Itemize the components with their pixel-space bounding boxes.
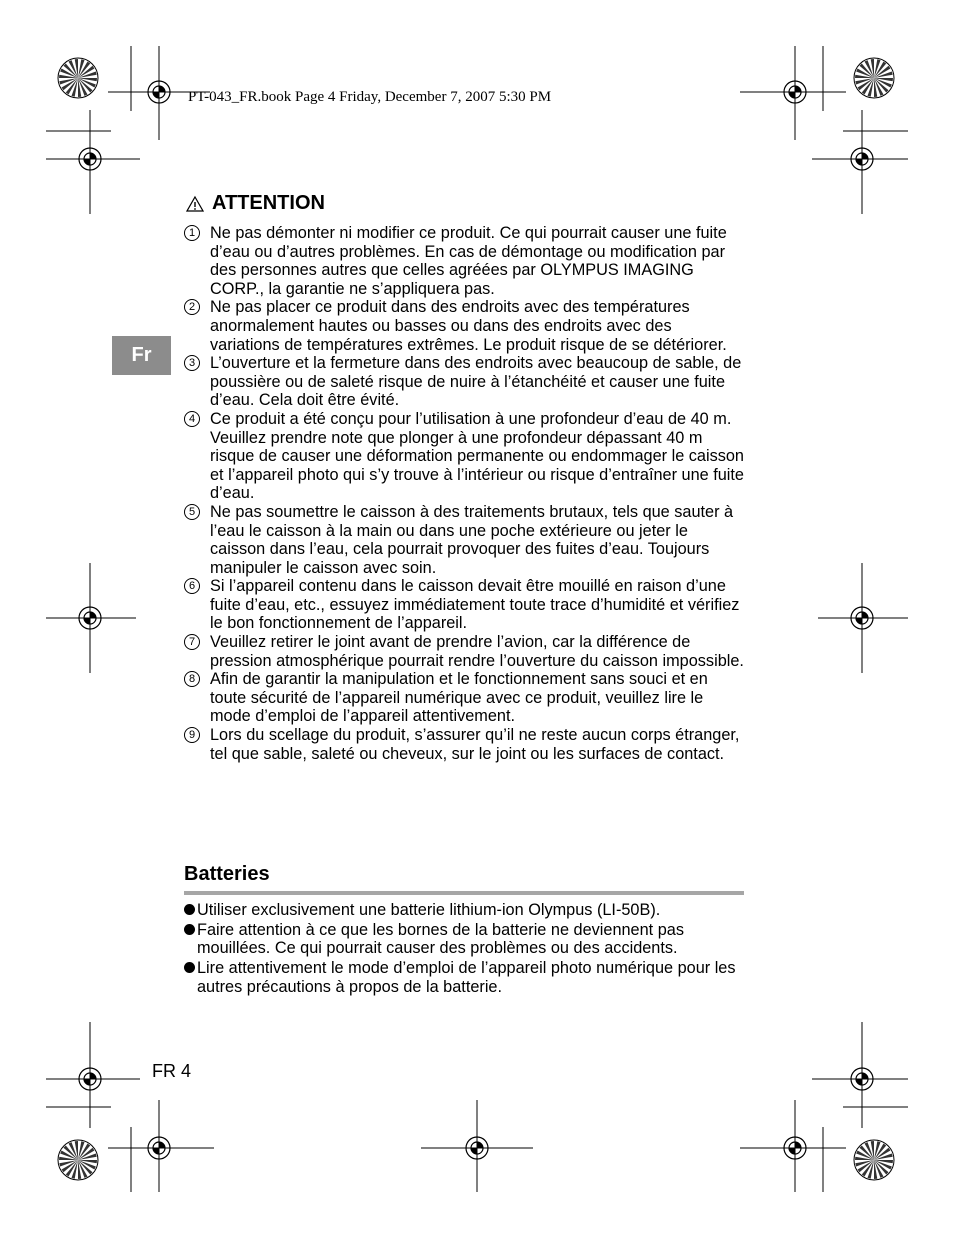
attention-title: ATTENTION <box>212 192 325 214</box>
attention-item <box>184 670 744 726</box>
item-number: 7 <box>184 634 200 650</box>
item-number: 8 <box>184 671 200 687</box>
item-number: 6 <box>184 578 200 594</box>
item-number: 4 <box>184 411 200 427</box>
section-rule <box>184 891 744 895</box>
attention-item <box>184 726 744 763</box>
item-text: Ne pas placer ce produit dans des endroits avec des températures anormalement hautes ou basses ou dans des endroits avec des variations de températures extrêmes. Le produit risque de se détériorer. <box>210 298 727 354</box>
bullet-icon <box>184 901 197 912</box>
batteries-item <box>184 921 746 958</box>
language-tab: Fr <box>112 336 171 375</box>
attention-item <box>184 224 744 298</box>
bullet-icon <box>184 959 197 970</box>
batteries-item <box>184 901 746 920</box>
batteries-heading: Batteries <box>184 863 270 885</box>
batteries-list <box>184 901 746 998</box>
item-number: 2 <box>184 299 200 315</box>
warning-triangle-icon <box>186 195 204 213</box>
attention-item <box>184 354 744 410</box>
attention-list <box>184 224 744 763</box>
item-text: Afin de garantir la manipulation et le fonctionnement sans souci et en toute sécurité de l’appareil numérique avec ce produit, veuillez lire le mode d’emploi de l’appareil attentivement. <box>210 670 708 726</box>
bullet-icon <box>184 921 197 932</box>
star-target-icon <box>58 1140 98 1180</box>
item-number: 5 <box>184 504 200 520</box>
attention-item <box>184 410 744 503</box>
item-text: Ne pas soumettre le caisson à des traitements brutaux, tels que sauter à l’eau le caisson à la main ou dans une poche extérieure ou jeter le caisson dans l’eau, cela pourrait provoquer des fuites d’eau. Toujours manipuler le caisson avec soin. <box>210 502 734 577</box>
item-text: L’ouverture et la fermeture dans des endroits avec beaucoup de sable, de poussière ou de saleté risque de nuire à l’étanchéité et causer une fuite d’eau. Cela doit être évité. <box>210 354 742 410</box>
page-number: FR 4 <box>152 1061 192 1081</box>
item-text: Ne pas démonter ni modifier ce produit. Ce qui pourrait causer une fuite d’eau ou d’autres problèmes. En cas de démontage ou modification par des personnes autres que celles agréées par OLYMPUS IMAGING CORP., la garantie ne s’appliquera pas. <box>210 224 727 298</box>
item-text: Lors du scellage du produit, s’assurer qu’il ne reste aucun corps étranger, tel que sable, saleté ou cheveux, sur le joint ou les surfaces de contact. <box>210 726 740 763</box>
item-text: Ce produit a été conçu pour l’utilisation à une profondeur d’eau de 40 m. Veuillez prendre note que plonger à une profondeur dépassant 40 m risque de causer une déformation permanente ou endommager le caisson et l’appareil photo qui s’y trouve à l’intérieur ou risque d’entraîner une fuite d’eau. <box>210 409 744 503</box>
item-text: Veuillez retirer le joint avant de prendre l’avion, car la différence de pression atmosphérique pourrait rendre l’ouverture du caisson impossible. <box>210 633 744 670</box>
item-text: Utiliser exclusivement une batterie lithium-ion Olympus (LI-50B). <box>197 901 661 919</box>
star-target-icon <box>854 1140 894 1180</box>
attention-heading <box>186 192 325 215</box>
batteries-item <box>184 959 746 996</box>
star-target-icon <box>854 58 894 98</box>
attention-item <box>184 503 744 577</box>
attention-item <box>184 298 744 354</box>
item-number: 1 <box>184 225 200 241</box>
attention-item <box>184 633 744 670</box>
attention-item <box>184 577 744 633</box>
star-target-icon <box>58 58 98 98</box>
item-text: Lire attentivement le mode d’emploi de l’appareil photo numérique pour les autres précautions à propos de la batterie. <box>197 959 736 996</box>
item-number: 9 <box>184 727 200 743</box>
print-header: PT-043_FR.book Page 4 Friday, December 7, 2007 5:30 PM <box>188 89 552 105</box>
item-number: 3 <box>184 355 200 371</box>
item-text: Faire attention à ce que les bornes de la batterie ne deviennent pas mouillées. Ce qui pourrait causer des problèmes ou des accidents. <box>197 920 684 958</box>
item-text: Si l’appareil contenu dans le caisson devait être mouillé en raison d’une fuite d’eau, etc., essuyez immédiatement toute trace d’humidité et vérifiez le bon fonctionnement de l’appareil. <box>210 577 740 633</box>
